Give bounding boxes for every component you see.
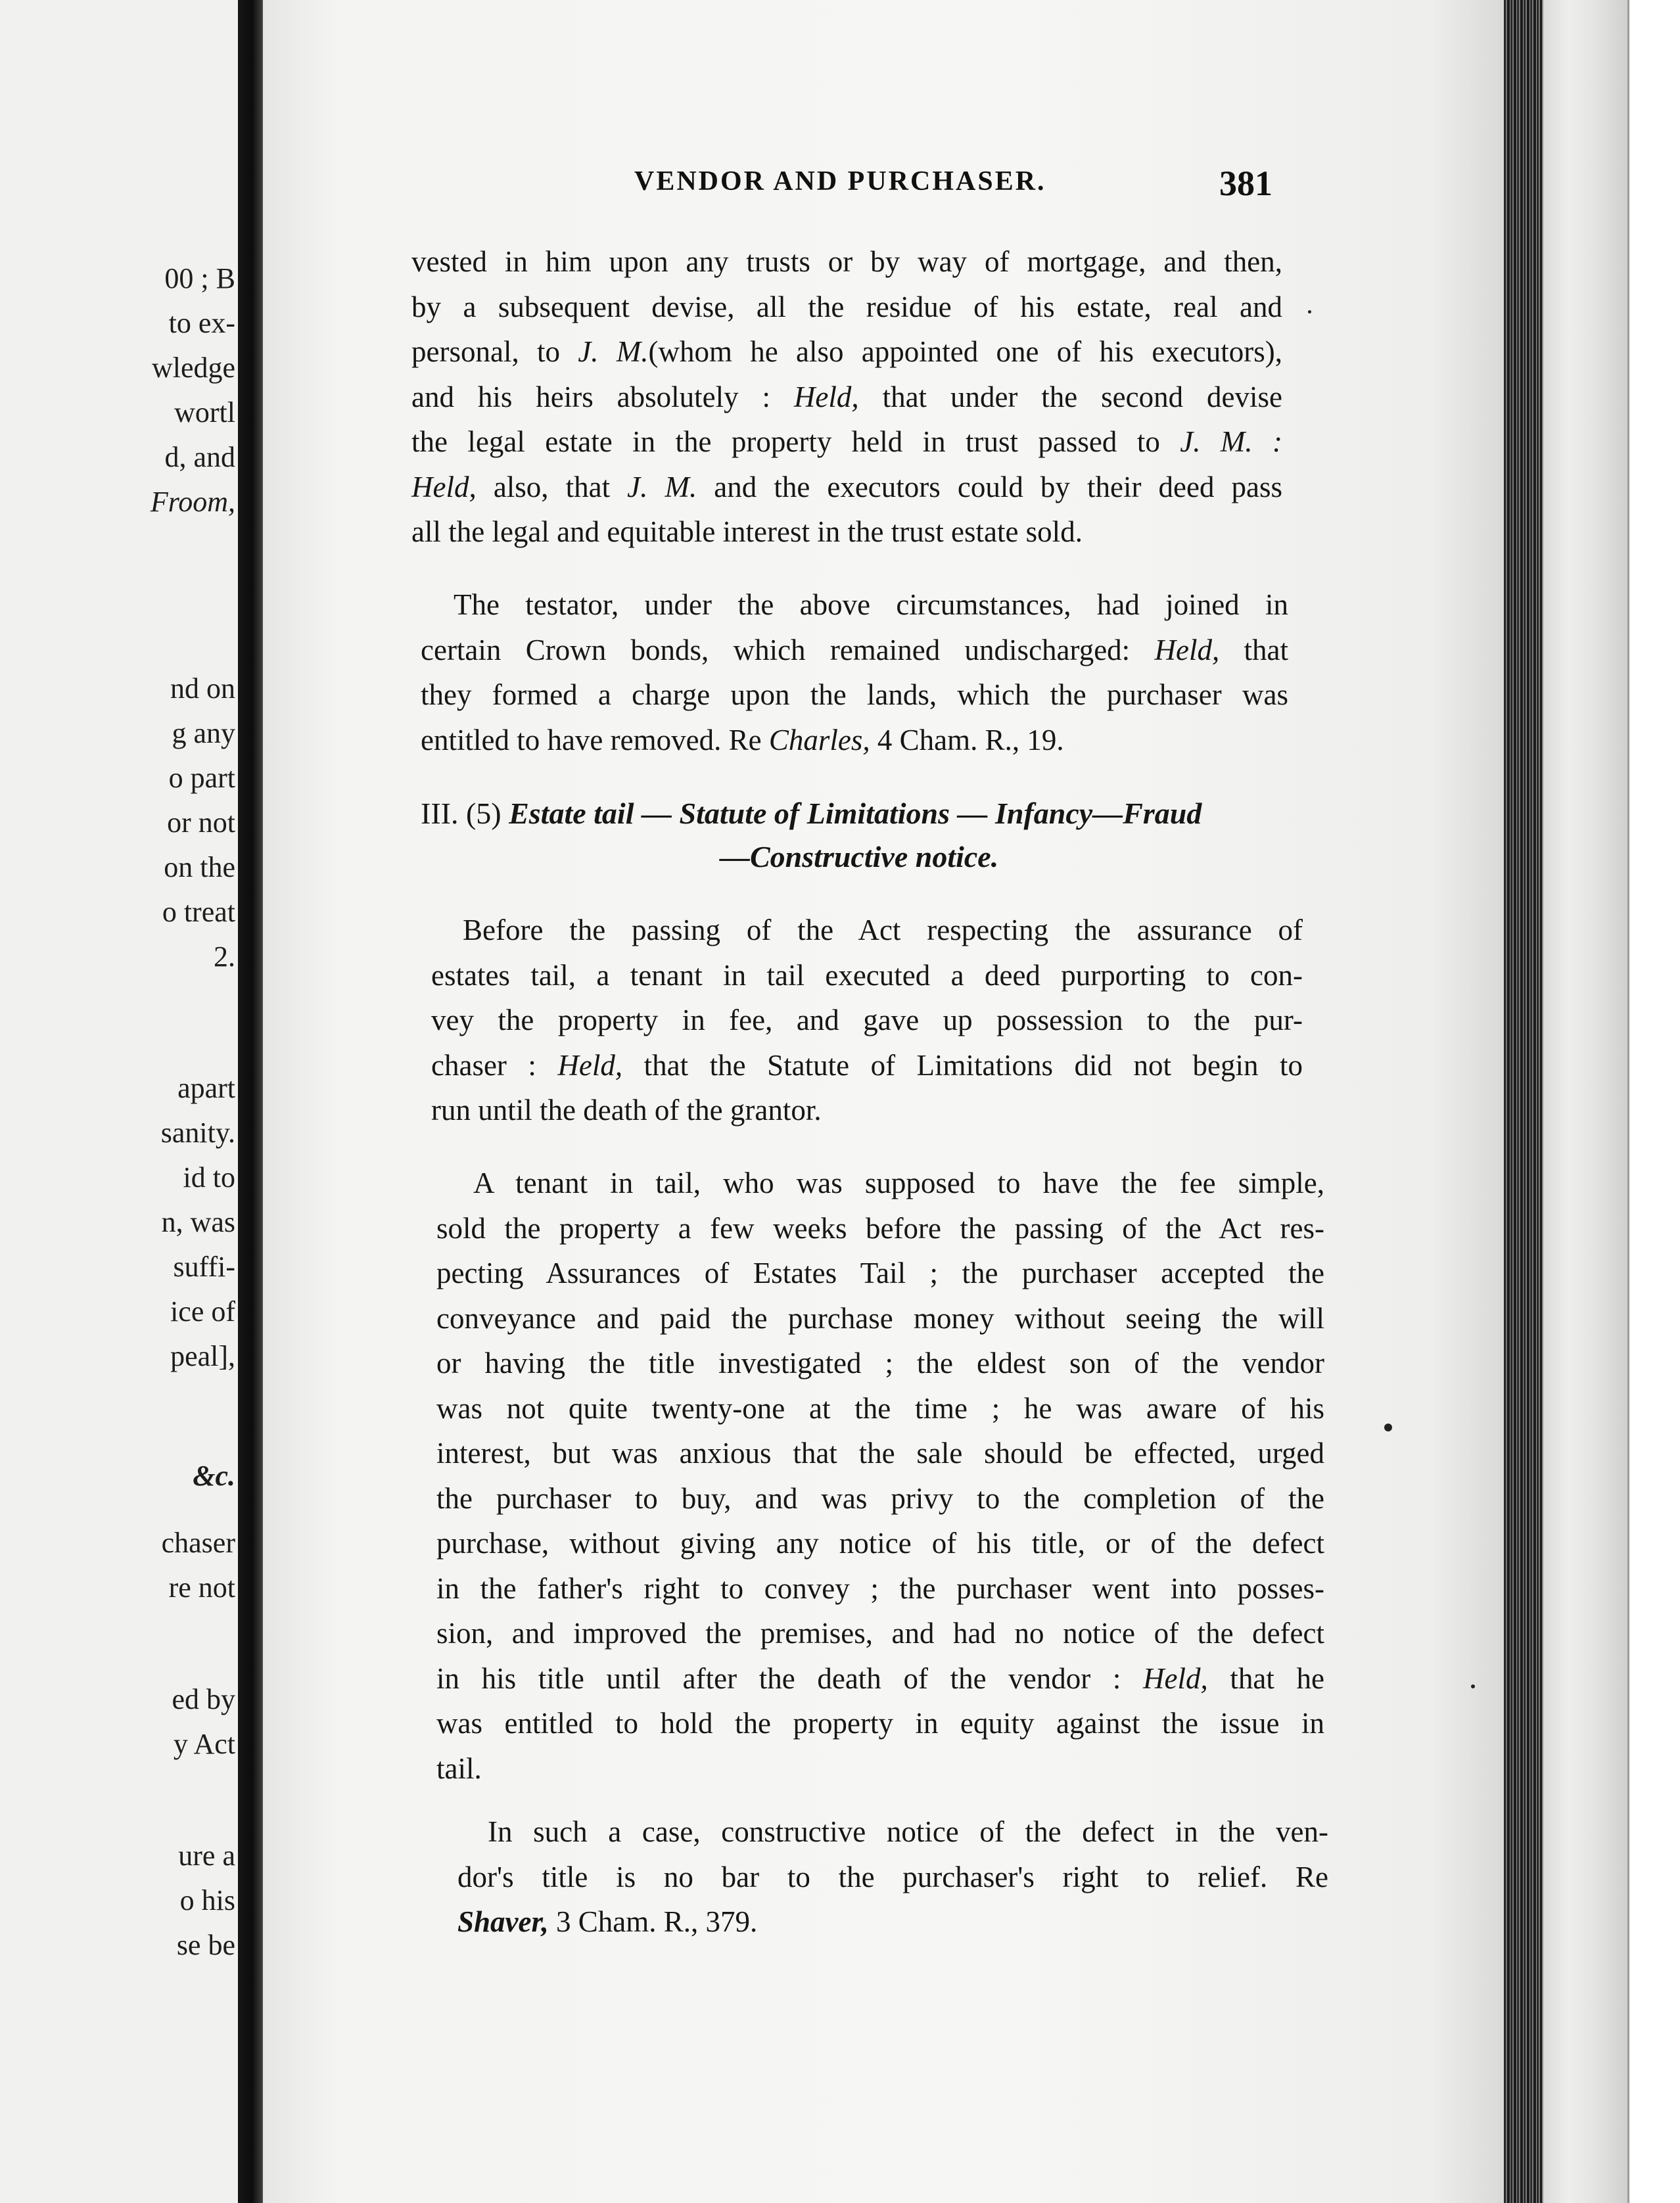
text-line: in the father's right to convey ; the purchaser went into posses- <box>436 1571 1324 1605</box>
left-fragment: nd on <box>170 672 235 705</box>
scan-margin <box>1627 0 1680 2203</box>
paragraph-continued <box>411 239 1282 555</box>
text-line: pecting Assurances of Estates Tail ; the purchaser accepted the <box>436 1257 1324 1289</box>
left-fragment: suffi- <box>173 1251 235 1283</box>
section-number: III. (5) <box>421 797 509 830</box>
left-fragment: wledge <box>151 352 235 384</box>
left-fragment: re not <box>168 1571 235 1604</box>
left-fragment: peal], <box>170 1340 235 1372</box>
text-line: run until the death of the grantor. <box>431 1094 822 1126</box>
left-fragment: &c. <box>193 1460 235 1492</box>
text-line: purchase, without giving any notice of his title, or of the defect <box>436 1527 1324 1560</box>
text-line: vey the property in fee, and gave up possession to the pur- <box>431 1004 1303 1036</box>
paragraph-constructive-notice <box>457 1809 1328 1945</box>
text-line: was not quite twenty-one at the time ; he was aware of his <box>436 1391 1324 1425</box>
text-line: or having the title investigated ; the eldest son of the vendor <box>436 1347 1324 1380</box>
text-line: vested in him upon any trusts or by way of mortgage, and then, <box>411 245 1282 278</box>
text-line: all the legal and equitable interest in the trust estate sold. <box>411 515 1083 548</box>
text-line: they formed a charge upon the lands, which the purchaser was <box>421 678 1288 711</box>
left-fragment: o his <box>179 1884 235 1916</box>
section-heading <box>421 792 1295 879</box>
left-fragment: g any <box>172 717 235 749</box>
previous-page-fragment <box>0 0 243 2203</box>
paragraph-crown-bonds <box>421 582 1288 762</box>
ink-speck <box>1384 1424 1392 1431</box>
text-line: was entitled to hold the property in equity against the issue in <box>436 1707 1324 1740</box>
left-fragment: 00 ; B <box>164 262 235 294</box>
section-title: Estate tail — Statute of Limitations — Infancy—Fraud <box>509 797 1202 830</box>
text-line: by a subsequent devise, all the residue of his estate, real and <box>411 290 1282 323</box>
left-fragment: ure a <box>178 1840 235 1872</box>
text-line: personal, to J. M.(whom he also appointed one of his executors), <box>411 335 1282 368</box>
left-fragment: se be <box>176 1929 235 1961</box>
text-line: In such a case, constructive notice of the defect in the ven- <box>488 1815 1328 1848</box>
left-fragment: 2. <box>214 940 235 973</box>
left-fragment: d, and <box>164 441 235 473</box>
left-fragment: wortl <box>174 396 235 429</box>
text-line: sion, and improved the premises, and had no notice of the defect <box>436 1617 1324 1650</box>
left-fragment: ed by <box>172 1683 235 1715</box>
text-line: entitled to have removed. Re Charles, 4 Cham. R., 19. <box>421 723 1064 756</box>
left-fragment: y Act <box>173 1728 235 1760</box>
left-fragment: Froom, <box>150 486 235 518</box>
paragraph-tenant-in-tail <box>436 1161 1324 1791</box>
left-fragment: sanity. <box>160 1117 235 1149</box>
text-line: Held, also, that J. M. and the executors could by their deed pass <box>411 470 1283 503</box>
page-stack <box>1542 0 1629 2203</box>
left-fragment: chaser <box>161 1527 235 1559</box>
text-line: Before the passing of the Act respecting the assurance of <box>463 914 1303 946</box>
left-fragment: id to <box>183 1161 235 1194</box>
ink-speck <box>1308 310 1311 313</box>
page-number: 381 <box>1219 164 1272 203</box>
text-line: the legal estate in the property held in trust passed to J. M. : <box>411 425 1282 458</box>
text-line: tail. <box>436 1751 482 1785</box>
page-edges <box>1504 0 1542 2203</box>
text-line: chaser : Held, that the Statute of Limitations did not begin to <box>431 1048 1303 1082</box>
text-line: A tenant in tail, who was supposed to have the fee simple, <box>473 1167 1324 1199</box>
left-fragment: ice of <box>170 1295 235 1328</box>
paragraph-estate-tail <box>431 908 1303 1133</box>
text-line: estates tail, a tenant in tail executed a deed purporting to con- <box>431 958 1303 992</box>
text-line: and his heirs absolutely : Held, that under the second devise <box>411 380 1282 413</box>
left-fragment: o part <box>168 762 235 794</box>
left-fragment: n, was <box>161 1206 235 1238</box>
text-line: conveyance and paid the purchase money without seeing the will <box>436 1301 1324 1335</box>
text-line: in his title until after the death of the vendor : Held, that he <box>436 1661 1324 1695</box>
text-line: sold the property a few weeks before the passing of the Act res- <box>436 1211 1324 1245</box>
left-fragment: o treat <box>162 896 235 928</box>
text-line: interest, but was anxious that the sale should be effected, urged <box>436 1437 1324 1470</box>
left-fragment: on the <box>164 851 235 883</box>
left-fragment: to ex- <box>168 307 235 339</box>
running-title: VENDOR AND PURCHASER. <box>634 166 1046 197</box>
text-line: Shaver, 3 Cham. R., 379. <box>457 1905 758 1938</box>
text-line: certain Crown bonds, which remained undischarged: Held, that <box>421 633 1289 666</box>
ink-speck <box>1471 1684 1475 1688</box>
text-line: the purchaser to buy, and was privy to the completion of the <box>436 1481 1324 1515</box>
text-line: The testator, under the above circumstances, had joined in <box>454 588 1288 621</box>
left-fragment: or not <box>167 806 235 839</box>
left-fragment: apart <box>177 1072 235 1104</box>
section-subtitle: —Constructive notice. <box>720 840 999 873</box>
text-line: dor's title is no bar to the purchaser's right to relief. Re <box>457 1860 1328 1893</box>
